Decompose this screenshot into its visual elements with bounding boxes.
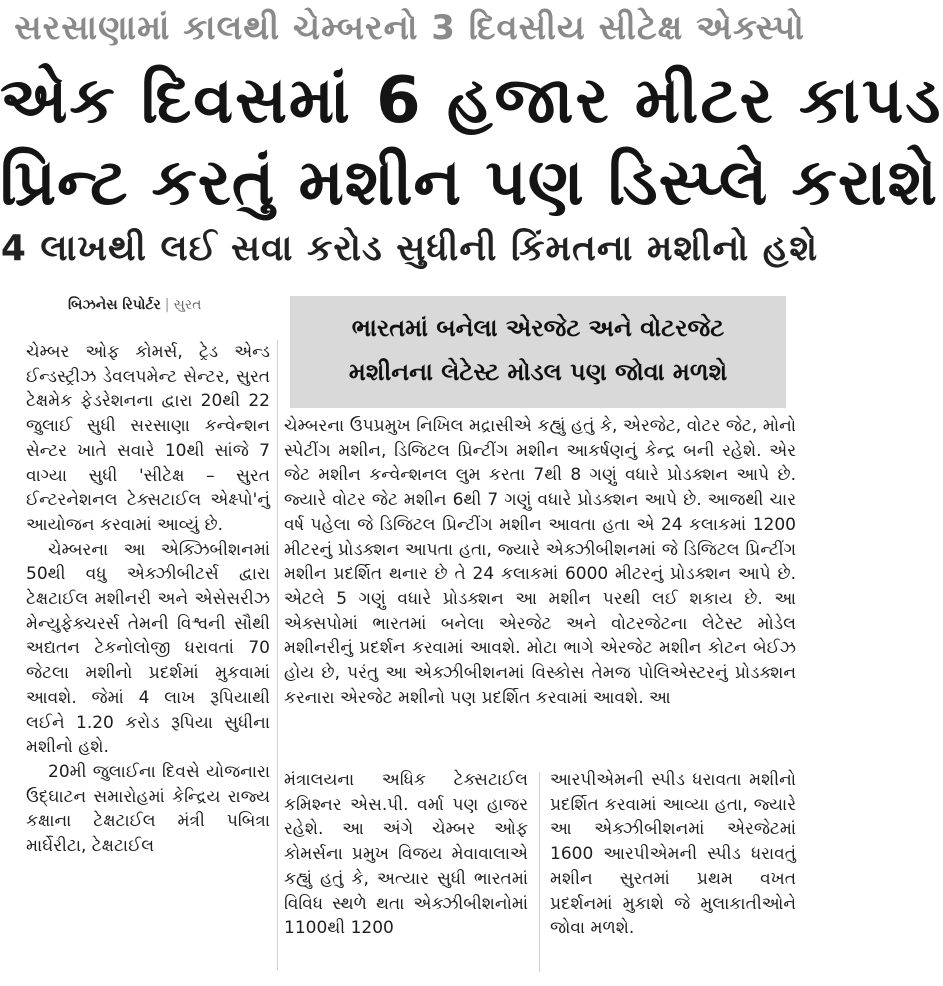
subheadline: 4 લાખથી લઈ સવા કરોડ સુધીની કિંમતના મશીનો હશે <box>0 228 819 269</box>
article-column-1 <box>26 340 270 859</box>
callout-box <box>290 296 786 408</box>
byline-separator: | <box>164 297 170 313</box>
column-1-paragraph-1: ચેમ્બર ઓફ કોમર્સ, ટ્રેડ એન્ડ ઈન્ડસ્ટ્રીઝ ડેવલપમેન્ટ સેન્ટર, સુરત ટેક્ષમેક ફેડરેશનના દ્વારા 20થી 22 જુલાઈ સુધી સરસાણા કન્વેન્શન સેન્ટર ખાતે સવારે 10થી સાંજે 7 વાગ્યા સુધી 'સીટેક્ષ – સુરત ઈન્ટરનેશનલ ટેક્સટાઈલ એક્ષ્પો'નું આયોજન કરવામાં આવ્યું છે. <box>26 342 270 535</box>
byline-reporter: બિઝનેસ રિપોર્ટર <box>68 297 161 313</box>
column-2-paragraph: મંત્રાલયના અધિક ટેક્સટાઈલ કમિશ્નર એસ.પી. વર્મા પણ હાજર રહેશે. આ અંગે ચેમ્બર ઓફ કોમર્સના પ્રમુખ વિજય મેવાવાલાએ કહ્યું હતું કે, અત્યાર સુધી ભારતમાં વિવિધ સ્થળે થતા એક્ઝીબીશનોમાં 1100થી 1200 <box>284 770 528 939</box>
column-divider <box>277 340 278 970</box>
byline <box>68 297 201 313</box>
kicker-headline: સરસાણામાં કાલથી ચેમ્બરનો 3 દિવસીય સીટેક્ષ એક્સ્પો <box>14 8 805 48</box>
column-1-paragraph-2: ચેમ્બરના આ એક્ઝિબીશનમાં 50થી વધુ એક્ઝીબીટર્સ દ્વારા ટેક્ષટાઈલ મશીનરી અને એસેસરીઝ મેન્યુફેક્ચરર્સ તેમની વિશ્વની સૌથી અદ્યતન ટેકનોલોજી ધરાવતાં 70 જેટલા મશીનો પ્રદર્શમાં મુકવામાં આવશે. જેમાં 4 લાખ રૂપિયાથી લઈને 1.20 કરોડ રૂપિયા સુધીના મશીનો હશે. <box>26 539 270 758</box>
column-divider <box>539 772 540 972</box>
byline-city: સુરત <box>173 297 202 313</box>
main-headline-line-2: પ્રિન્ટ કરતું મશીન પણ ડિસ્પ્લે કરાશે <box>0 146 938 220</box>
column-3-paragraph: આરપીએમની સ્પીડ ધરાવતા મશીનો પ્રદર્શિત કરવામાં આવ્યા હતા, જ્યારે આ એક્ઝીબીશનમાં એરજેટમાં 1600 આરપીએમની સ્પીડ ધરાવતું મશીન સુરતમાં પ્રથમ વખત પ્રદર્શનમાં મુકાશે જે મુલાકાતીઓને જોવા મળશે. <box>550 770 796 939</box>
main-headline-line-1: એક દિવસમાં 6 હજાર મીટર કાપડ <box>0 64 943 138</box>
article-middle-column <box>284 414 796 710</box>
article-column-2 <box>284 768 528 941</box>
callout-line-1: ભારતમાં બનેલા એરજેટ અને વોટરજેટ <box>351 314 725 342</box>
middle-column-paragraph: ચેમ્બરના ઉપપ્રમુખ નિખિલ મદ્રાસીએ કહ્યું હતું કે, એરજેટ, વોટર જેટ, મોનો સ્પેટીંગ મશીન, ડિજિટલ પ્રિન્ટીંગ મશીન આકર્ષણનું કેન્દ્ર બની રહેશે. એર જેટ મશીન કન્વેન્શનલ લુમ કરતા 7થી 8 ગણું વધારે પ્રોડક્શન આપે છે. જ્યારે વોટર જેટ મશીન 6થી 7 ગણું વધારે પ્રોડક્શન આપે છે. આજથી ચાર વર્ષ પહેલા જે ડિજિટલ પ્રિન્ટીંગ મશીન આવતા હતા એ 24 કલાકમાં 1200 મીટરનું પ્રોડક્શન આપતા હતા, જ્યારે એક્ઝીબીશનમાં જે ડિજિટલ પ્રિન્ટીંગ મશીન પ્રદર્શિત થનાર છે તે 24 કલાકમાં 6000 મીટરનું પ્રોડક્શન આપે છે. એટલે 5 ગણું વધારે પ્રોડક્શન આ મશીન પરથી લઈ શકાય છે. આ એક્સપોમાં ભારતમાં બનેલા એરજેટ અને વોટરજેટના લેટેસ્ટ મોડેલ મશીનરીનું પ્રદર્શન કરવામાં આવશે. મોટા ભાગે એરજેટ મશીન કોટન બેઈઝ હોય છે, પરંતુ આ એક્ઝીબીશનમાં વિસ્કોસ તેમજ પોલિએસ્ટરનું પ્રોડક્શન કરનારા એરજેટ મશીનો પણ પ્રદર્શિત કરવામાં આવશે. આ <box>284 416 796 708</box>
column-1-paragraph-3: 20મી જુલાઈના દિવસે યોજનારા ઉદ્ઘાટન સમારોહમાં કેન્દ્રિય રાજ્ય કક્ષાના ટેક્ષટાઈલ મંત્રી પબિત્રા માર્ઘેરીટા, ટેક્ષટાઈલ <box>26 761 270 857</box>
callout-line-2: મશીનના લેટેસ્ટ મોડલ પણ જોવા મળશે <box>348 358 728 386</box>
article-column-3 <box>550 768 796 941</box>
